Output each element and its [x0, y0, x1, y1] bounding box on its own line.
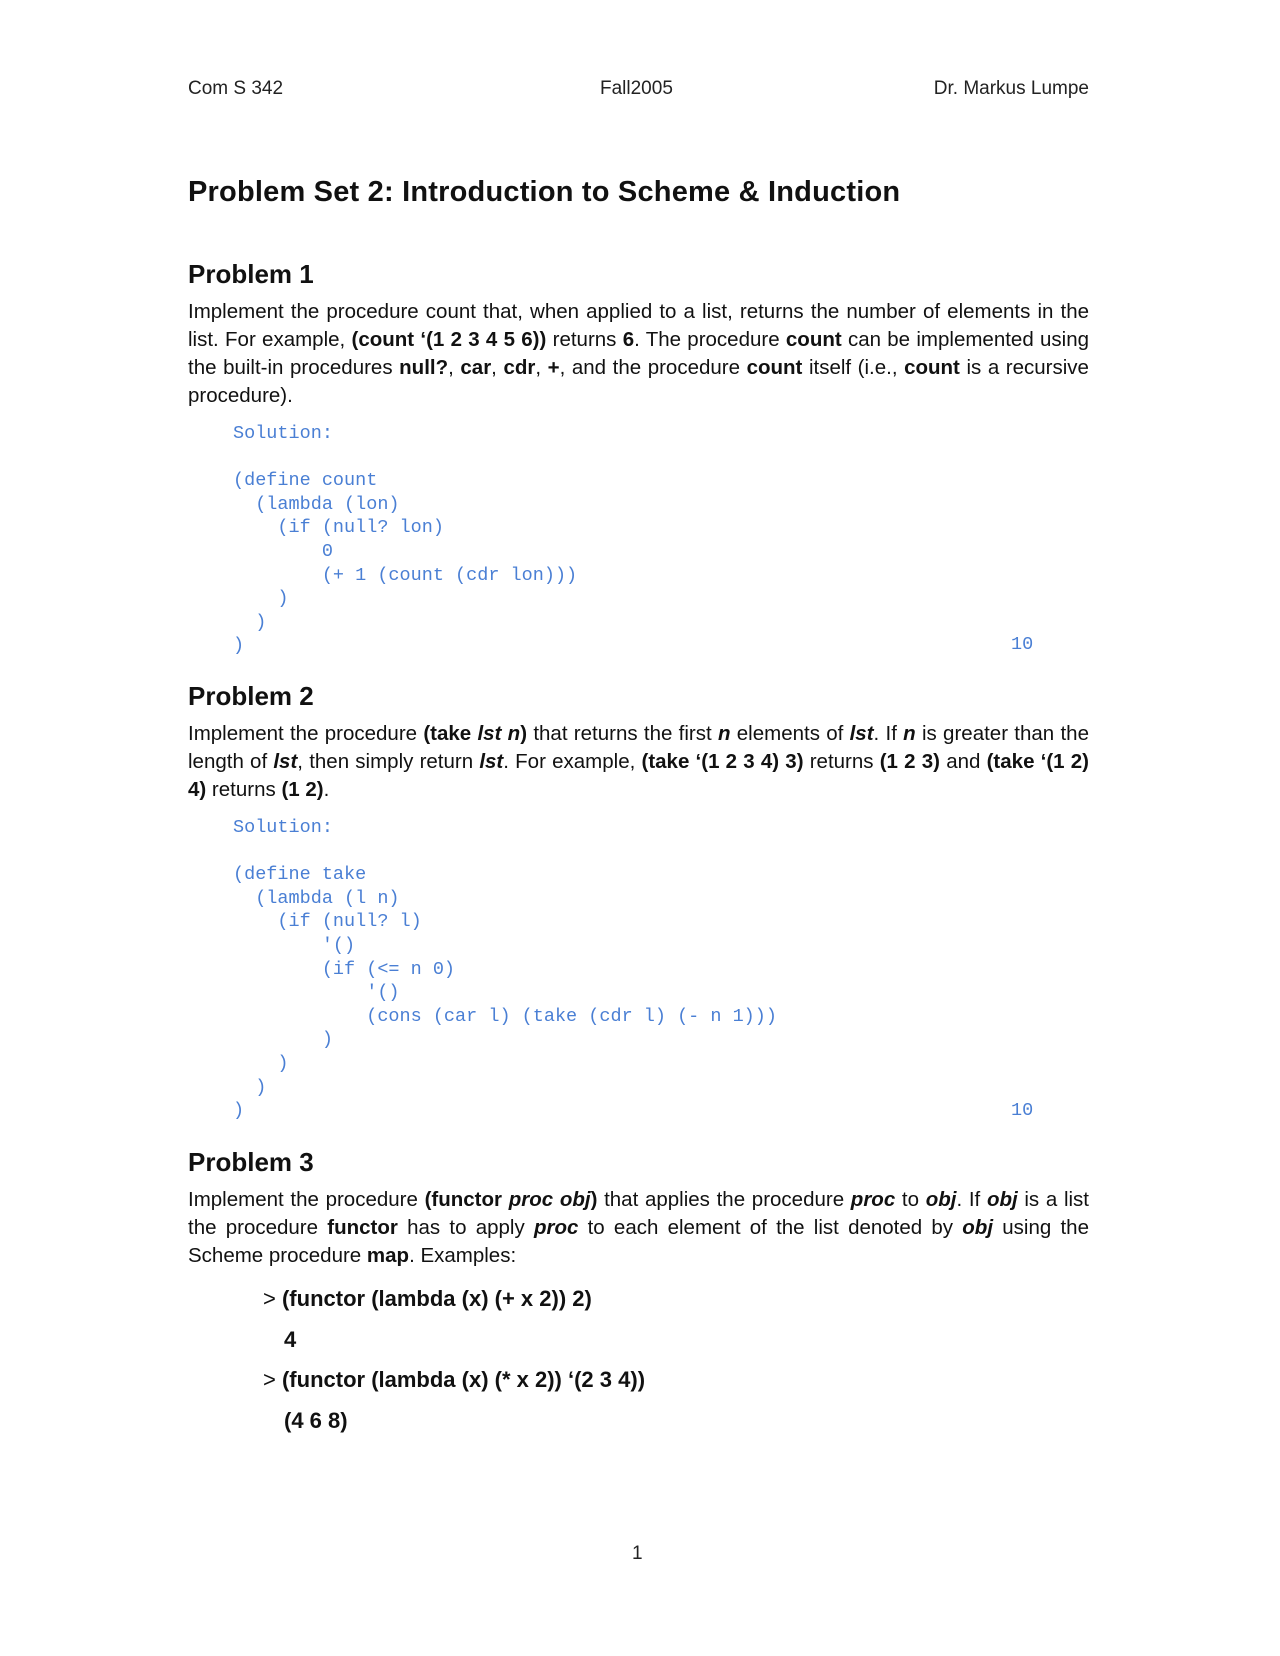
problem-2-heading: Problem 2: [188, 681, 314, 711]
example-2-output: (4 6 8): [284, 1408, 348, 1433]
problem-1-text: Implement the procedure count that, when applied to a list, returns the number of elements in the list. For example, (count ‘(1 2 3 4 5 6)) returns 6. The procedure count can be implemented using the built-in procedures null?, car, cdr, +, and the procedure count itself (i.e., count is a recursive procedure).: [188, 300, 1089, 407]
page-number: 1: [632, 1543, 643, 1564]
problem-2-text: Implement the procedure (take lst n) that returns the first n elements of lst. If n is greater than the length of lst, then simply return lst. For example, (take ‘(1 2 3 4) 3) returns (1 2 3) and (take ‘(1 2) 4) returns (1 2).: [188, 722, 1090, 801]
problem-2-points: 10: [1011, 1100, 1034, 1121]
instructor-header: Dr. Markus Lumpe: [933, 78, 1089, 99]
term-header: Fall2005: [600, 78, 673, 99]
example-1-output: 4: [284, 1327, 297, 1352]
example-2-input: > (functor (lambda (x) (* x 2)) ‘(2 3 4)): [263, 1367, 646, 1392]
problem-1-points: 10: [1011, 634, 1034, 655]
course-header: Com S 342: [188, 78, 284, 99]
problem-3-heading: Problem 3: [188, 1147, 314, 1177]
page-title: Problem Set 2: Introduction to Scheme & Induction: [188, 176, 901, 208]
problem-3-text: Implement the procedure (functor proc obj) that applies the procedure proc to obj. If obj is a list the procedure functor has to apply proc to each element of the list denoted by obj using the Scheme procedure map. Examples:: [188, 1188, 1090, 1267]
problem-1-solution-code: Solution: (define count (lambda (lon) (if (null? lon) 0 (+ 1 (count (cdr lon))) ) ) ): [233, 423, 578, 657]
problem-1-heading: Problem 1: [188, 259, 314, 289]
problem-2-solution-code: Solution: (define take (lambda (l n) (if (null? l) '() (if (<= n 0) '() (cons (car l) (take (cdr l) (- n 1))) ) ) ) ): [233, 817, 777, 1122]
example-1-input: > (functor (lambda (x) (+ x 2)) 2): [263, 1286, 592, 1311]
